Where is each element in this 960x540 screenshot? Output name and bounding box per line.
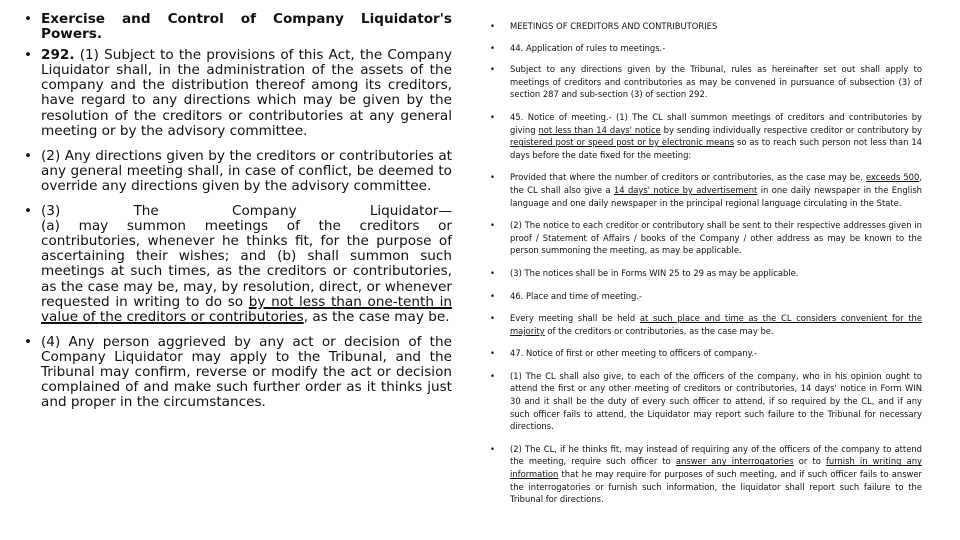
list-item xyxy=(490,171,922,209)
list-item xyxy=(490,267,922,280)
paragraph-text: by sending individually respective creditor or contributory by xyxy=(660,124,923,135)
right-column xyxy=(490,0,932,516)
underlined-text: answer any interrogatories xyxy=(675,456,794,467)
paragraph-text: (2) Any directions given by the creditors or contributories at any general meeting shall, in case of conflict, be deemed to override any directions given by the advisory committee. xyxy=(41,147,452,194)
paragraph-text: 45. Notice of meeting.- (1) The CL shall summon meetings of creditors and contributories by giving xyxy=(510,111,922,135)
list-item xyxy=(490,63,922,101)
paragraph-text: and (b) shall summon such meetings at such times, as the creditors or contributories, as the case may be, may, by resolution, direct, or whenever requested in writing to do so xyxy=(41,248,452,310)
underlined-text: not less than 14 days' notice xyxy=(538,124,661,135)
list-item xyxy=(24,335,452,410)
underlined-text: by not less than one-tenth in value of the creditors or contributories xyxy=(41,293,452,325)
paragraph-text: , as the case may be. xyxy=(303,308,450,325)
list-item xyxy=(490,347,922,360)
underlined-text: at such place and time as the CL considers convenient for the majority xyxy=(510,313,922,336)
list-item xyxy=(490,111,922,161)
paragraph-text: in one daily newspaper in the English language and one daily newspaper in the principal regional language circulating in the State. xyxy=(510,184,922,208)
rule-heading: 46. Place and time of meeting.- xyxy=(510,290,643,301)
paragraph-text: (4) Any person aggrieved by any act or decision of the Company Liquidator may apply to the Tribunal, and the Tribunal may confirm, reverse or modify the act or decision complained of and make such further order as it thinks just and proper in the circumstances. xyxy=(41,333,452,411)
paragraph-text: (a) may summon meetings of the creditors or contributories, whenever he thinks fit, for the purpose of ascertaining their wishes; xyxy=(41,218,452,265)
list-item xyxy=(24,12,452,42)
list-item xyxy=(24,149,452,194)
paragraph-text: Provided that where the number of creditors or contributories, as the case may be, xyxy=(510,172,866,183)
list-item xyxy=(490,290,922,303)
paragraph-text: so as to reach such person not less than 14 days before the date fixed for the meeting: xyxy=(510,137,922,160)
left-column xyxy=(0,0,466,420)
paragraph-text: (2) The CL, if he thinks fit, may instead of requiring any of the officers of the company to attend the meeting, require such officer to xyxy=(510,443,922,467)
paragraph-text: • (3) The Company Liquidator— xyxy=(41,203,452,220)
section-number: 292. xyxy=(41,47,75,64)
paragraph-text: Subject to any directions given by the Tribunal, rules as hereinafter set out shall apply to meetings of creditors and contributories as may be convened in pursuance of subsection (3) of section 287 and sub-section (3) of section 292. xyxy=(510,64,922,100)
list-item xyxy=(490,443,922,506)
list-item xyxy=(490,370,922,433)
list-item xyxy=(490,312,922,337)
paragraph-text: (3) The notices shall be in Forms WIN 25 to 29 as may be applicable. xyxy=(510,267,799,278)
paragraph-text: of the creditors or contributories, as the case may be. xyxy=(544,325,774,336)
right-bullet-list xyxy=(490,20,922,506)
rule-heading: 44. Application of rules to meetings.- xyxy=(510,42,666,53)
underlined-text: exceeds 500 xyxy=(865,172,920,183)
underlined-text: furnish in writing any information xyxy=(510,456,922,480)
section-heading: MEETINGS OF CREDITORS AND CONTRIBUTORIES xyxy=(510,21,718,31)
list-item xyxy=(490,219,922,257)
paragraph-text: (1) The CL shall also give, to each of the officers of the company, who in his opinion ought to attend the first or any other meeting of creditors or contributories, 14 days' notice in Form WIN 30 and it shall be the duty of every such officer to attend, if so required by the CL, and if any such officer fails to attend, the Liquidator may report such failure to the Tribunal for necessary directions. xyxy=(510,370,922,432)
list-item xyxy=(490,42,922,55)
rule-heading: 47. Notice of first or other meeting to officers of company.- xyxy=(510,348,758,359)
list-item xyxy=(490,20,922,33)
paragraph-text: (1) Subject to the provisions of this Act, the Company Liquidator shall, in the administration of the assets of the company and the distribution thereof among its creditors, have regard to any directions which may be given by the resolution of the creditors or contributories at any general meeting or by the advisory committee. xyxy=(41,47,452,139)
list-item xyxy=(24,204,452,325)
section-heading: Exercise and Control of Company Liquidator's Powers. xyxy=(41,11,452,43)
left-bullet-list xyxy=(24,12,452,410)
underlined-text: 14 days' notice by advertisement xyxy=(613,184,758,195)
paragraph-text: (2) The notice to each creditor or contributory shall be sent to their respective addresses given in proof / Statement of Affairs / books of the Company / other address as may be known to the person summoning the meeting, as may be applicable. xyxy=(510,220,922,256)
paragraph-text: Every meeting shall be held xyxy=(510,313,640,324)
paragraph-text: , the CL shall also give a xyxy=(510,172,922,195)
list-item xyxy=(24,48,452,139)
paragraph-text: that he may require for purposes of such meeting, and if such officer fails to answer the interrogatories or furnish such information, the liquidator shall report such failure to the Tribunal for directions. xyxy=(510,469,922,505)
paragraph-text: or to xyxy=(793,456,826,467)
underlined-text: registered post or speed post or by electronic means xyxy=(510,137,735,148)
